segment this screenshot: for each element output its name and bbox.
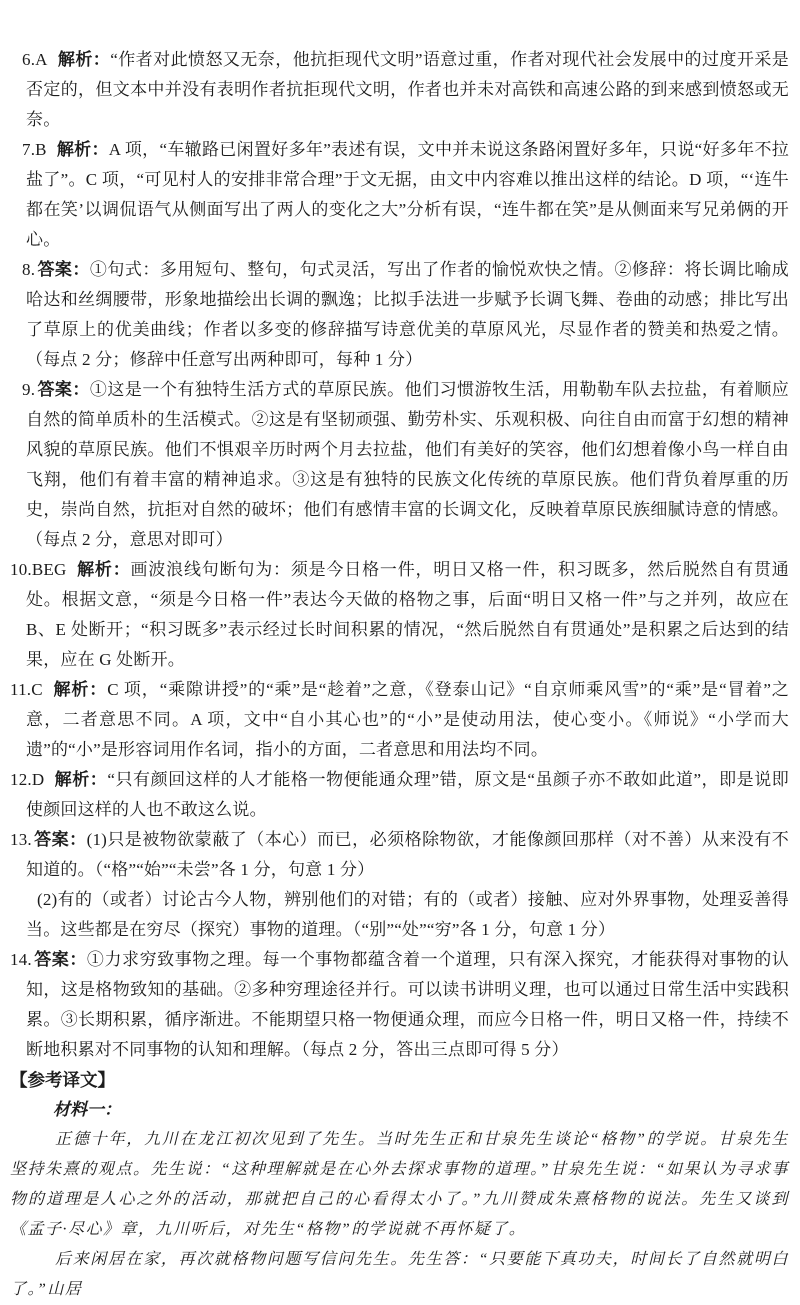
item-label: 答案： — [33, 950, 87, 969]
material-one-label: 材料一： — [53, 1100, 121, 1119]
item-label: 答案： — [37, 260, 90, 279]
item-number: 11.C — [10, 680, 43, 699]
item-label: 解析： — [76, 560, 131, 579]
item-label: 答案： — [37, 380, 90, 399]
item-text: “作者对此愤怒又无奈，他抗拒现代文明”语意过重，作者对现代社会发展中的过度开采是否定的，但文本中并没有表明作者抗拒现代文明，作者也并未对高铁和高速公路的到来感到愤怒或无奈。 — [26, 50, 789, 129]
item-number: 9. — [22, 380, 36, 399]
answer-item-8 — [10, 255, 789, 375]
item-number: 6.A — [22, 50, 48, 69]
answer-item-12 — [10, 765, 789, 825]
reference-translation-header: 【参考译文】 — [10, 1070, 115, 1090]
translation-paragraph-1: 正德十年，九川在龙江初次见到了先生。当时先生正和甘泉先生谈论“格物”的学说。甘泉先生坚持朱熹的观点。先生说：“这种理解就是在心外去探求事物的道理。”甘泉先生说：“如果认为寻求事物的道理是人心之外的活动，那就把自己的心看得太小了。”九川赞成朱熹格物的说法。先生又谈到《孟子·尽心》章，九川听后，对先生“格物”的学说就不再怀疑了。 — [10, 1131, 789, 1238]
answer-item-10 — [10, 555, 789, 675]
item-number: 14. — [10, 950, 32, 969]
answer-item-6 — [10, 45, 789, 135]
item-text: ①句式：多用短句、整句，句式灵活，写出了作者的愉悦欢快之情。②修辞：将长调比喻成哈达和丝绸腰带，形象地描绘出长调的飘逸；比拟手法进一步赋予长调飞舞、卷曲的动感；排比写出了草原上的优美曲线；作者以多变的修辞描写诗意优美的草原风光，尽显作者的赞美和热爱之情。（每点 2 分；修辞中任意写出两种即可，每种 1 分） — [26, 260, 790, 369]
item-number: 12.D — [10, 770, 45, 789]
item-label: 答案： — [33, 830, 87, 849]
item-text: C 项，“乘隙讲授”的“乘”是“趁着”之意，《登泰山记》“自京师乘风雪”的“乘”是“冒着”之意，二者意思不同。A 项，文中“自小其心也”的“小”是使动用法，使心变小。《师说》“小学而大遗”的“小”是形容词用作名词，指小的方面，二者意思和用法均不同。 — [26, 680, 789, 759]
item-text: ①这是一个有独特生活方式的草原民族。他们习惯游牧生活，用勒勒车队去拉盐，有着顺应自然的简单质朴的生活模式。②这是有坚韧顽强、勤劳朴实、乐观积极、向往自由而富于幻想的精神风貌的草原民族。他们不惧艰辛历时两个月去拉盐，他们有美好的笑容，他们幻想着像小鸟一样自由飞翔，他们有着丰富的精神追求。③这是有独特的民族文化传统的草原民族。他们背负着厚重的历史，崇尚自然，抗拒对自然的破坏；他们有感情丰富的长调文化，反映着草原民族细腻诗意的情感。（每点 2 分，意思对即可） — [26, 380, 790, 549]
item-number: 13. — [10, 830, 32, 849]
item-number: 8. — [22, 260, 36, 279]
answer-item-7 — [10, 135, 789, 255]
answer-item-11 — [10, 675, 789, 765]
item-text: ①力求穷致事物之理。每一个事物都蕴含着一个道理，只有深入探究，才能获得对事物的认知，这是格物致知的基础。②多种穷理途径并行。可以读书讲明义理，也可以通过日常生活中实践积累。③长期积累，循序渐进。不能期望只格一物便通众理，而应今日格一件，明日又格一件，持续不断地积累对不同事物的认知和理解。（每点 2 分，答出三点即可得 5 分） — [26, 950, 789, 1059]
item-label: 解析： — [57, 50, 111, 69]
item-text: (1)只是被物欲蒙蔽了（本心）而已，必须格除物欲，才能像颜回那样（对不善）从来没有不知道的。（“格”“始”“未尝”各 1 分，句意 1 分） — [26, 830, 789, 879]
item-text: A 项，“车辙路已闲置好多年”表述有误，文中并未说这条路闲置好多年，只说“好多年不拉盐了”。C 项，“可见村人的安排非常合理”于文无据，由文中内容难以推出这样的结论。D 项，“‘连牛都在笑’以调侃语气从侧面写出了两人的变化之大”分析有误，“连牛都在笑”是从侧面来写兄弟俩的开心。 — [26, 140, 789, 249]
item-number: 10.BEG — [10, 560, 67, 579]
item-label: 解析： — [52, 680, 108, 699]
item-number: 7.B — [22, 140, 47, 159]
answer-item-13-part2: (2)有的（或者）讨论古今人物，辨别他们的对错；有的（或者）接触、应对外界事物，处理妥善得当。这些都是在穷尽（探究）事物的道理。（“别”“处”“穷”各 1 分，句意 1 分） — [26, 890, 789, 939]
item-label: 解析： — [56, 140, 109, 159]
item-text: “只有颜回这样的人才能格一物便能通众理”错，原文是“虽颜子亦不敢如此道”，即是说即使颜回这样的人也不敢这么说。 — [26, 770, 789, 819]
translation-paragraph-2: 后来闲居在家，再次就格物问题写信问先生。先生答：“只要能下真功夫，时间长了自然就明白了。”山居 — [10, 1251, 789, 1298]
answer-item-13 — [10, 825, 789, 885]
answer-item-9 — [10, 375, 789, 555]
item-text: 画波浪线句断句为：须是今日格一件，明日又格一件，积习既多，然后脱然自有贯通处。根据文意，“须是今日格一件”表达今天做的格物之事，后面“明日又格一件”与之并列，故应在 B、E 处断开；“积习既多”表示经过长时间积累的情况，“然后脱然自有贯通处”是积累之后达到的结果，应在 G 处断开。 — [26, 560, 789, 669]
answer-item-14 — [10, 945, 789, 1065]
item-label: 解析： — [54, 770, 108, 789]
